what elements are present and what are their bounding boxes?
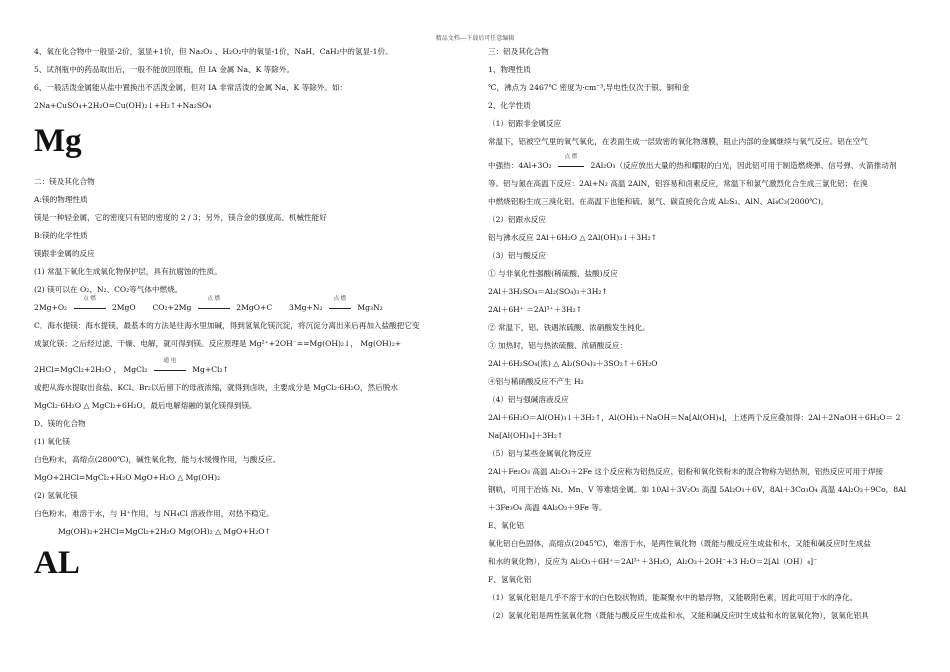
- al-combustion-line: 中强热：4Al+3O₂ 点 燃 2Al₂O₃（反应放出大量的热和耀眼的白光，因此铝可用于制造燃烧弹、信号弹、火箭推动剂: [488, 154, 897, 170]
- alumina-text-1: 氧化铝白色固体，高熔点(2045℃)，难溶于水，是两性氧化物（既能与酸反应生成盐和水，又能和碱反应时生成盐: [488, 539, 872, 548]
- equation-na-cuso4: 2Na+CuSO₄+2H₂O=Cu(OH)₂↓+H₂↑+Na₂SO₄: [34, 101, 212, 110]
- note-5: 5、试剂瓶中的药品取出后，一般不能放回原瓶，但 IA 金属 Na、K 等除外。: [34, 65, 295, 74]
- thermite-text-2: 钢轨，可用于冶炼 Ni、Mn、V 等难熔金属。如 10Al＋3V₂O₅ 高温 5Al₂O₃＋6V，8Al＋3Co₃O₄ 高温 4Al₂O₃＋9Co，8Al: [488, 485, 907, 494]
- thermite-text-3: ＋3Fe₃O₄ 高温 4Al₂O₃＋9Fe 等。: [488, 503, 607, 512]
- page-header: 精品文档---下载后可任意编辑: [435, 35, 515, 42]
- mg-combustion-equations: [34, 296, 459, 313]
- eq1-reactant: 2Mg+O₂: [34, 303, 68, 312]
- al-acid-eq-2: 2Al＋6H⁺ ＝2Al³⁺＋3H₂↑: [488, 305, 583, 314]
- brine-text: 或把从海水提取出食盐、KCl、Br₂以后留下的母液浓缩，就得到卤块，主要成分是 MgCl₂·6H₂O，然后脱水: [34, 383, 398, 392]
- al-base-heading: （4）铝与强碱溶液反应: [488, 395, 569, 404]
- al-acid-heading: （3）铝与酸反应: [488, 251, 546, 260]
- al-section-heading: 三：铝及其化合物: [488, 47, 549, 56]
- mg-physical-heading: A:镁的物理性质: [34, 195, 88, 204]
- alumina-text-2: 和水的氧化物），反应为 Al₂O₃＋6H⁺＝2Al³⁺＋3H₂O，Al₂O₃＋2OH⁻+3 H₂O＝2[Al（OH）₄]⁻: [488, 557, 818, 566]
- ignite-condition: 点 燃: [74, 303, 106, 313]
- mg-physical-text: 镁是一种轻金属，它的密度只有铝的密度的 2 / 3；另外，镁合金的强度高、机械性能好: [34, 213, 327, 222]
- thermite-text-1: 2Al＋Fe₂O₃ 高温 Al₂O₃＋2Fe 这个反应称为铝热反应、铝粉和氧化铁粉末的混合物称为铝热剂，铝热反应可用于焊接: [488, 467, 883, 476]
- mgo-text: 白色粉末，高熔点(2800℃)，碱性氧化物，能与水缓慢作用，与酸反应。: [34, 455, 281, 464]
- al-base-text-2: Na[Al(OH)₄]＋3H₂↑: [488, 431, 564, 440]
- alumina-heading: E、氧化铝: [488, 521, 524, 530]
- note-4: 4、氧在化合物中一般显-2价，氢显+1价，但 Na₂O₂ 、H₂O₂中的氧显-1价，NaH、CaH₂中的氢显-1价。: [34, 47, 393, 56]
- eq2-reactant: CO₂+2Mg: [152, 303, 192, 312]
- al-physical-heading: 1、物理性质: [488, 65, 531, 74]
- right-column: [488, 47, 918, 629]
- dehydration-text: MgCl₂·6H₂O △ MgCl₂+6H₂O。最后电解熔融的氯化镁得到镁。: [34, 401, 257, 410]
- eq1-product: 2MgO: [111, 303, 136, 312]
- mgoh2-text: 白色粉末，难溶于水，与 H⁺作用，与 NH₄Cl 溶液作用，对热不稳定。: [34, 509, 274, 518]
- al-water-equation: 铝与沸水反应 2Al＋6H₂O △ 2Al(OH)₃↓＋3H₂↑: [488, 233, 658, 242]
- al-oxide-reaction-heading: （5）铝与某些金属氧化物反应: [488, 449, 592, 458]
- al-physical-text: ℃，沸点为 2467℃ 密度为·cm⁻³,导电性仅次于银、铜和金: [488, 83, 690, 92]
- seawater-text-2: 成氯化镁；之后经过滤、干燥、电解，就可得到镁。反应原理是 Mg²⁺+2OH⁻==Mg(OH)₂↓， Mg(OH)₂+: [34, 339, 402, 348]
- al-acid-point-1: ① 与非氧化性强酸(稀硫酸、盐酸)反应: [488, 269, 618, 278]
- eq3-reactant: 3Mg+N₂: [288, 303, 323, 312]
- seawater-text-1: C．海水提镁：海水提镁，最基本的方法是往海水里加碱，得到氢氧化镁沉淀，将沉淀分离出来后再加入盐酸把它变: [34, 321, 420, 330]
- mgo-heading: (1) 氧化镁: [34, 437, 70, 446]
- eq3-product: Mg₃N₂: [357, 303, 383, 312]
- mg-point-2: (2) 镁可以在 O₂、N₂、CO₂等气体中燃烧。: [34, 285, 183, 294]
- mgoh2-heading: (2) 氢氧化镁: [34, 491, 78, 500]
- mg-chemical-heading: B:镁的化学性质: [34, 231, 88, 240]
- al-base-text-1: 2Al＋6H₂O＝Al(OH)₃↓＋3H₂↑，Al(OH)₃＋NaOH＝Na[Al(OH)₄]，上述两个反应叠加得：2Al＋2NaOH＋6H₂O＝ 2: [488, 413, 901, 422]
- al-bromine-text: 中燃烧铝粉生成三溴化铝。在高温下也能和硫、氮气、碳直接化合成 Al₂S₃、AlN、Al₄C₃(2000℃)。: [488, 197, 829, 206]
- al-title: AL: [34, 545, 80, 581]
- al-nitrogen-text: 等。铝与氮在高温下反应：2Al+N₂ 高温 2AlN，铝容易和卤素反应，常温下和氯气激烈化合生成三氯化铝；在溴: [488, 179, 868, 188]
- al-acid-point-2: ② 常温下，铝、铁遇浓硫酸、浓硝酸发生钝化。: [488, 323, 650, 332]
- ignite-condition-3: 点 燃: [329, 303, 351, 313]
- mg-point-1: (1) 常温下氧化生成氧化物保护层，具有抗腐蚀的性质。: [34, 267, 222, 276]
- al-water-heading: （2）铝跟水反应: [488, 215, 546, 224]
- ignite-condition-al: 点 燃: [558, 161, 584, 171]
- left-column: [34, 47, 459, 599]
- electrolysis-equation: 2HCl=MgCl₂+2H₂O ， MgCl₂ 通 电 Mg+Cl₂↑: [34, 358, 229, 374]
- note-6: 6、一般活泼金属能从盐中置换出不活泼金属，但对 IA 非常活泼的金属 Na、K 等除外。如：: [34, 83, 348, 92]
- aloh3-heading: F、氢氧化铝: [488, 575, 532, 584]
- electro-condition: 通 电: [154, 365, 186, 375]
- aloh3-text-1: （1）氢氧化铝是几乎不溶于水的白色胶状物质，能凝聚水中的悬浮物，又能吸附色素，因此可用于水的净化。: [488, 593, 858, 602]
- eq2-product: 2MgO+C: [236, 303, 273, 312]
- al-chemical-heading: 2、化学性质: [488, 101, 531, 110]
- mg-compounds-heading: D、镁的化合物: [34, 419, 86, 428]
- al-nonmetal-heading: （1）铝跟非金属反应: [488, 119, 562, 128]
- mgoh2-equations: Mg(OH)₂+2HCl=MgCl₂+2H₂O Mg(OH)₂ △ MgO+H₂O↑: [58, 527, 271, 536]
- ignite-condition-2: 点 燃: [198, 303, 230, 313]
- al-acid-point-4: ④铝与稀硝酸反应不产生 H₂: [488, 377, 584, 386]
- al-oxidation-text: 常温下，铝被空气里的氧气氧化，在表面生成一层致密的氧化物薄膜，阻止内部的金属继续与氧气反应。铝在空气: [488, 137, 868, 146]
- al-acid-eq-3: 2Al＋6H₂SO₄(浓) △ Al₂(SO₄)₃＋3SO₂↑＋6H₂O: [488, 359, 658, 368]
- al-acid-point-3: ③ 加热时，铝与热浓硫酸、浓硝酸反应：: [488, 341, 628, 350]
- aloh3-text-2: （2）氢氧化铝是两性氢氧化物（既能与酸反应生成盐和水，又能和碱反应时生成盐和水的氢氧化物），氢氧化铝具: [488, 611, 869, 620]
- section-heading-mg: 二：镁及其化合物: [34, 177, 95, 186]
- mg-title: Mg: [34, 123, 82, 159]
- mgo-equations: MgO+2HCl=MgCl₂+H₂O MgO+H₂O △ Mg(OH)₂: [34, 473, 221, 482]
- mg-nonmetal-heading: 镁跟非金属的反应: [34, 249, 95, 258]
- al-acid-eq-1: 2Al＋3H₂SO₄＝Al₂(SO₄)₃＋3H₂↑: [488, 287, 608, 296]
